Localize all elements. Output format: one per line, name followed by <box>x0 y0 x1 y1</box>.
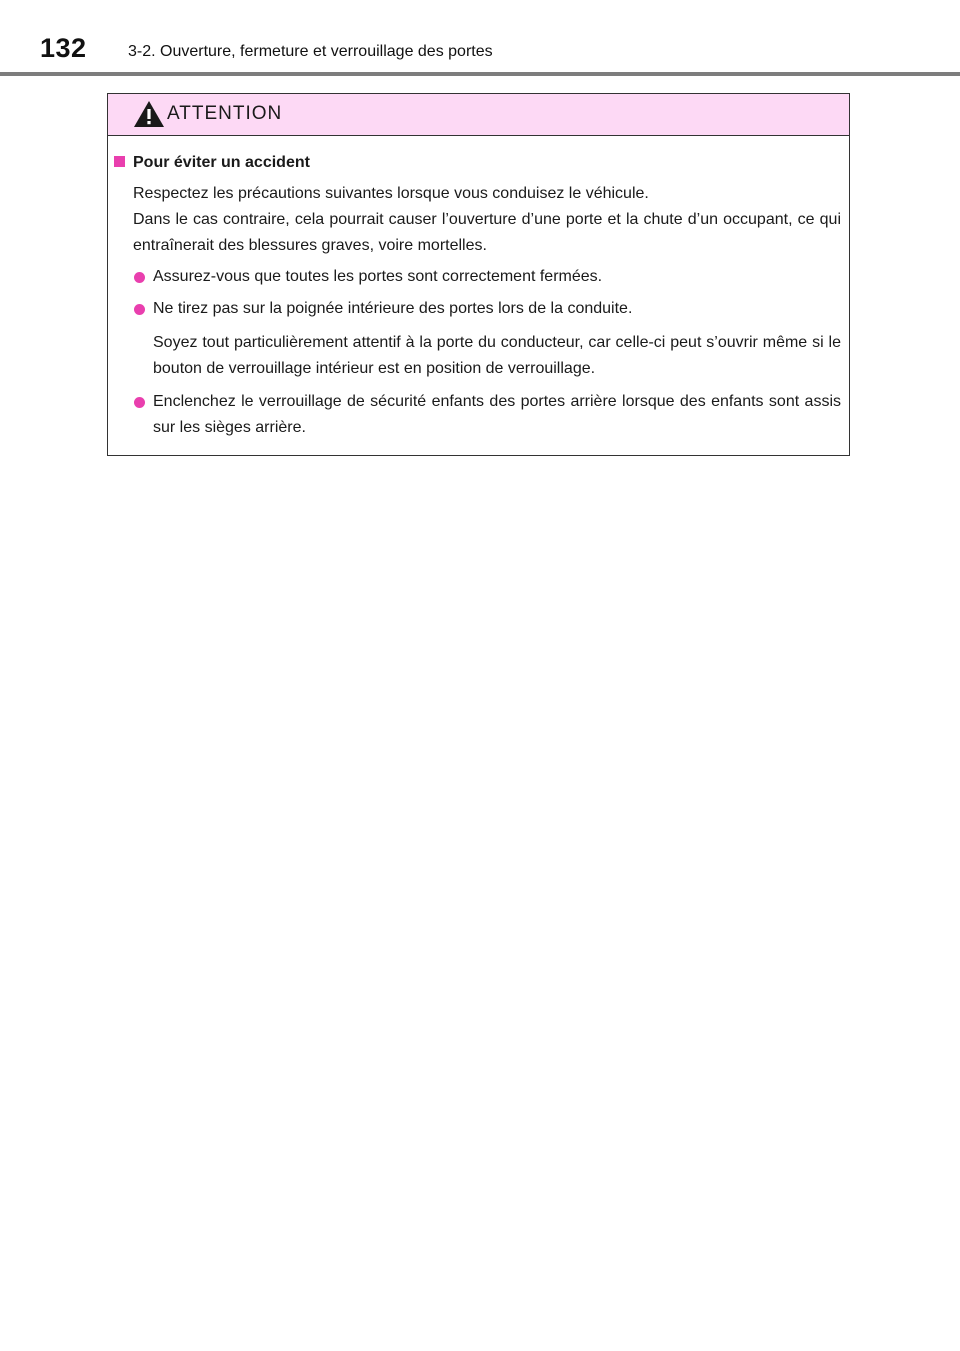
intro-paragraph <box>133 181 841 259</box>
square-bullet-icon <box>114 156 125 167</box>
header-rule <box>0 72 960 76</box>
chapter-title: 3-2. Ouverture, fermeture et verrouillage des portes <box>128 43 493 60</box>
page-number: 132 <box>40 33 87 63</box>
driver-door-note: Soyez tout particulièrement attentif à la porte du conducteur, car celle-ci peut s’ouvrir même si le bouton de verrouillage intérieur est en position de verrouillage. <box>153 334 841 377</box>
list-item-text: Assurez-vous que toutes les portes sont correctement fermées. <box>153 268 603 285</box>
section-heading <box>114 154 310 172</box>
list-item <box>133 264 841 290</box>
round-bullet-icon <box>134 397 145 408</box>
warning-box <box>107 93 850 456</box>
warning-title: ATTENTION <box>167 103 283 124</box>
list-item-text: Ne tirez pas sur la poignée intérieure des portes lors de la conduite. <box>153 300 633 317</box>
warning-triangle-icon <box>133 100 165 128</box>
list-item <box>133 296 841 322</box>
page-header <box>0 0 960 76</box>
section-heading-text: Pour éviter un accident <box>133 154 310 171</box>
intro-line-2: Dans le cas contraire, cela pourrait causer l’ouverture d’une porte et la chute d’un occupant, ce qui entraînerait des blessures graves, voire mortelles. <box>133 211 841 254</box>
intro-line-1: Respectez les précautions suivantes lorsque vous conduisez le véhicule. <box>133 185 649 202</box>
round-bullet-icon <box>134 304 145 315</box>
list-item-text: Enclenchez le verrouillage de sécurité enfants des portes arrière lorsque des enfants sont assis sur les sièges arrière. <box>153 393 841 436</box>
list-item <box>133 389 841 441</box>
round-bullet-icon <box>134 272 145 283</box>
warning-header <box>108 94 849 136</box>
